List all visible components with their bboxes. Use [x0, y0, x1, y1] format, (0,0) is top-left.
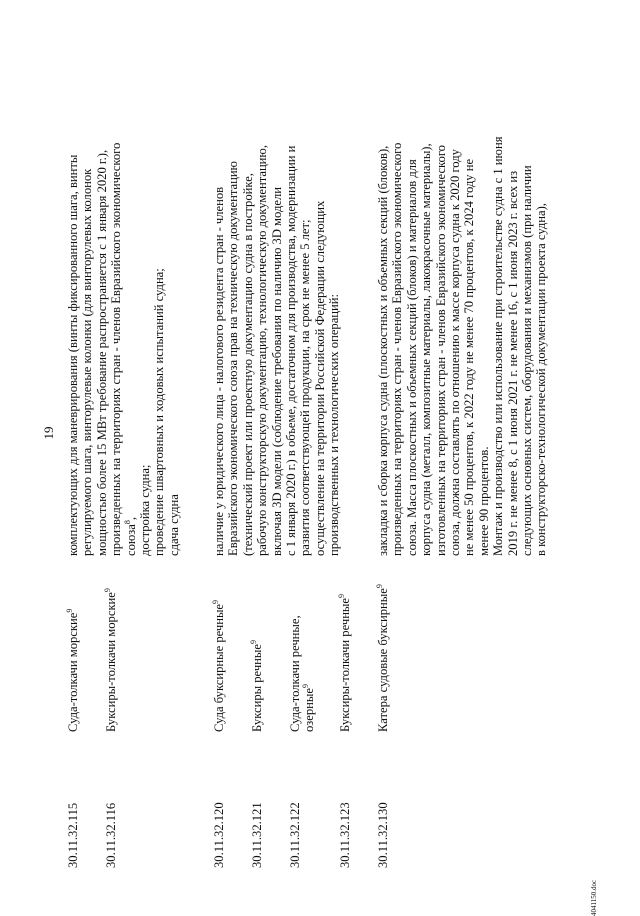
code-cell: 30.11.32.130	[376, 802, 390, 868]
code-cell: 30.11.32.120	[212, 802, 226, 868]
requirements-cell	[212, 28, 342, 556]
text-line: достройка судна;	[138, 464, 153, 556]
text-line: менее 90 процентов.	[476, 446, 491, 556]
text-line: 2019 г. не менее 8, с 1 июня 2021 г. не менее 16, с 1 июня 2023 г. всех из	[505, 170, 520, 556]
page-number: 19	[41, 426, 56, 440]
text-line: произведенных на территориях стран - членов Евразийского экономического	[390, 142, 405, 556]
text-line: комплектующих для маневрирования (винты фиксированного шага, винты	[66, 154, 80, 556]
text-line: союза$^8$,	[122, 516, 138, 556]
name-text: Суда-толкачи морские	[66, 612, 80, 732]
requirements-cell	[66, 28, 181, 556]
text-line: произведенных на территориях стран - членов Евразийского экономического	[109, 142, 124, 556]
text-line: закладка и сборка корпуса судна (плоскостных и объемных секций (блоков),	[376, 145, 390, 556]
text-line: мощностью более 15 МВт требование распространяется с 1 января 2020 г.),	[94, 149, 109, 556]
document-page	[42, 23, 640, 868]
code-cell: 30.11.32.116	[104, 802, 118, 868]
text-line: в конструкторско-технологической документации проекта судна),	[534, 203, 549, 556]
footnote-mark: 9	[64, 608, 74, 613]
name-cell	[66, 572, 80, 732]
text-line: производственных и технологических операций:	[327, 293, 342, 556]
text-line: союза. Масса плоскостных и объемных секций (блоков) и материалов для	[404, 159, 419, 556]
code-cell: 30.11.32.115	[66, 802, 80, 868]
text-line: Монтаж и производство или использование при строительстве судна с 1 июня	[491, 136, 506, 556]
text-line: наличие у юридического лица - налогового резидента стран - членов	[212, 186, 226, 556]
text-line: развития соответствующей продукции, на срок не менее 5 лет;	[298, 219, 313, 556]
text-line: изготовленных на территориях стран - членов Евразийского экономического	[433, 145, 448, 556]
document-filename: 4041150.doc	[590, 879, 598, 916]
footnote-mark: 9	[102, 588, 112, 593]
code-cell: 30.11.32.121	[250, 802, 264, 868]
text-line: включая 3D модели (соблюдение требования по наличию 3D модели	[269, 187, 284, 556]
name-cell	[212, 572, 226, 732]
name-text: Суда буксирные речные	[212, 603, 226, 732]
text-line: союза, должна составлять по отношению к массе корпуса судна к 2020 году	[448, 149, 463, 556]
text-line: регулируемого шага, винторулевые колонки (для винторулевых колонок	[80, 168, 95, 556]
footnote-mark: 9	[210, 599, 220, 604]
text-line: осуществление на территории Российской Федерации следующих	[312, 200, 327, 556]
footnote-mark: 9	[336, 594, 346, 598]
name-cell	[104, 572, 118, 732]
footnote-mark: 9	[374, 584, 384, 589]
text-fragment: союза	[123, 524, 138, 556]
text-line: корпуса судна (металл, композитные материалы, лакокрасочные материалы),	[419, 143, 434, 556]
name-text: озерные	[302, 688, 317, 732]
footnote-mark: 8	[122, 520, 132, 525]
text-line: с 1 января 2020 г.) в объеме, достаточном для производства, модернизации и	[284, 145, 299, 556]
name-line	[302, 572, 316, 732]
name-cell	[250, 572, 264, 732]
text-line: Евразийского экономического союза прав на техническую документацию	[226, 161, 241, 556]
text-line: проведение швартовных и ходовых испытаний судна;	[152, 268, 167, 556]
text-line: рабочую конструкторскую документацию, технологическую документацию,	[255, 145, 270, 556]
text-line: сдача судна	[166, 494, 181, 556]
name-cell	[338, 572, 352, 732]
requirements-cell	[376, 28, 549, 556]
text-line: следующих основных систем, оборудования и механизмов (при наличии	[520, 165, 535, 556]
footnote-mark: 9	[301, 684, 311, 689]
text-line: (технический проект или проектную документацию судна в постройке,	[240, 173, 255, 556]
name-cell	[376, 572, 390, 732]
code-cell: 30.11.32.122	[288, 802, 302, 868]
text-line: не менее 50 процентов, к 2022 году не менее 70 процентов, к 2024 году не	[462, 158, 477, 556]
name-text: Катера судовые буксирные	[376, 588, 390, 732]
footnote-mark: 9	[248, 640, 258, 645]
code-cell: 30.11.32.123	[338, 802, 352, 868]
name-text: Суда-толкачи речные,	[288, 615, 302, 732]
name-text: Буксиры-толкачи морские	[104, 592, 118, 732]
name-cell	[288, 572, 317, 732]
name-text: Буксиры речные	[250, 644, 264, 732]
name-text: Буксиры-толкачи речные	[338, 598, 352, 732]
